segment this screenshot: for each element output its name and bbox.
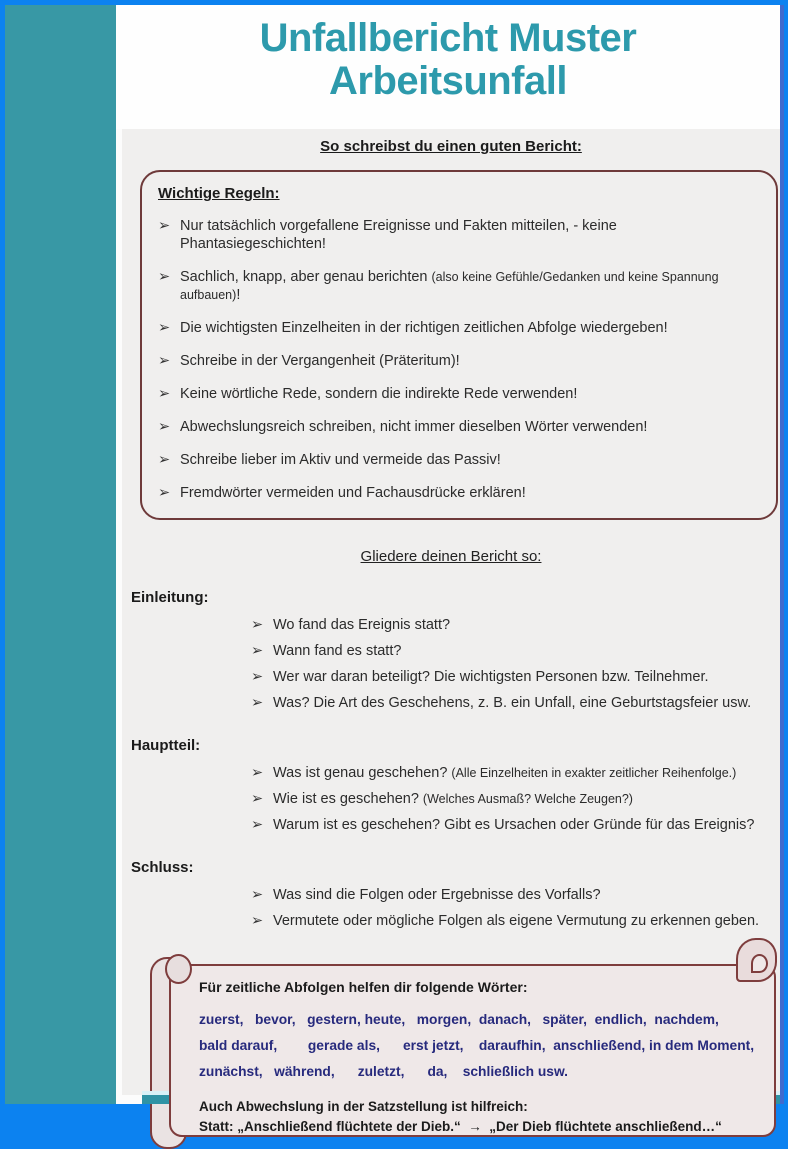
report-section — [122, 589, 780, 713]
title-block — [116, 5, 780, 129]
bullet-text: Die wichtigsten Einzelheiten in der richtigen zeitlichen Abfolge wiedergeben! — [180, 320, 668, 336]
bullet-note: (also keine Gefühle/Gedanken und keine Spannung aufbauen) — [180, 270, 719, 302]
report-section — [122, 737, 780, 835]
worksheet-content — [122, 129, 780, 1134]
bullet-text: Abwechslungsreich schreiben, nicht immer dieselben Wörter verwenden! — [180, 419, 648, 435]
section-items — [251, 764, 780, 835]
worksheet-page — [116, 5, 784, 1134]
section-label: Schluss: — [131, 859, 194, 876]
bullet-text: Wer war daran beteiligt? Die wichtigsten Personen bzw. Teilnehmer. — [273, 669, 709, 685]
arrow-bullet-icon: ➢ — [158, 353, 171, 369]
bullet-text: Wie ist es geschehen? (Welches Ausmaß? Welche Zeugen?) — [273, 791, 633, 807]
arrow-bullet-icon: ➢ — [158, 218, 171, 234]
bullet-text: Wo fand das Ereignis statt? — [273, 617, 451, 633]
page-title — [116, 17, 780, 103]
bullet-item — [158, 451, 766, 469]
arrow-bullet-icon: ➢ — [158, 320, 171, 336]
arrow-bullet-icon: ➢ — [251, 887, 264, 903]
rules-list — [158, 217, 766, 502]
intro-heading: So schreibst du einen guten Bericht: — [320, 138, 582, 155]
scroll-body — [169, 964, 776, 1137]
page-title-line1: Unfallbericht Muster — [259, 16, 637, 60]
bullet-item — [158, 268, 766, 304]
scroll-right-curl-inner — [751, 954, 768, 973]
bullet-item — [251, 886, 780, 905]
left-accent-bar — [5, 5, 116, 1104]
bullet-item — [251, 694, 780, 713]
bullet-text: Schreibe lieber im Aktiv und vermeide das Passiv! — [180, 452, 501, 468]
bullet-item — [158, 484, 766, 502]
arrow-bullet-icon: ➢ — [158, 269, 171, 285]
page-title-line2: Arbeitsunfall — [329, 59, 567, 104]
bullet-item — [158, 385, 766, 403]
bullet-text: Vermutete oder mögliche Folgen als eigene Vermutung zu erkennen geben. — [273, 913, 760, 929]
arrow-bullet-icon: ➢ — [251, 643, 264, 659]
section-items — [251, 886, 780, 931]
rules-box — [140, 170, 778, 520]
arrow-bullet-icon: ➢ — [251, 765, 264, 781]
report-section — [122, 859, 780, 931]
structure-heading: Gliedere deinen Bericht so: — [360, 548, 542, 565]
section-label: Einleitung: — [131, 589, 209, 606]
time-words-line: bald darauf, gerade als, erst jetzt, daraufhin, anschließend, in dem Moment, — [199, 1038, 755, 1053]
tip-heading: Auch Abwechslung in der Satzstellung ist hilfreich: — [199, 1099, 528, 1114]
bullet-text: Wann fand es statt? — [273, 643, 402, 659]
bullet-item — [158, 418, 766, 436]
scroll-right-curl-icon — [736, 938, 777, 982]
scroll-banner — [150, 947, 776, 1145]
report-structure-sections — [122, 589, 780, 931]
bullet-text: Keine wörtliche Rede, sondern die indirekte Rede verwenden! — [180, 386, 578, 402]
arrow-bullet-icon: ➢ — [158, 386, 171, 402]
bullet-text: Fremdwörter vermeiden und Fachausdrücke erklären! — [180, 485, 526, 501]
bullet-item — [158, 217, 766, 253]
section-items — [251, 616, 780, 713]
bullet-text: Was ist genau geschehen? (Alle Einzelheiten in exakter zeitlicher Reihenfolge.) — [273, 765, 737, 781]
scroll-heading: Für zeitliche Abfolgen helfen dir folgende Wörter: — [199, 979, 528, 995]
arrow-bullet-icon: ➢ — [251, 817, 264, 833]
bullet-item — [158, 319, 766, 337]
bullet-text: Was sind die Folgen oder Ergebnisse des Vorfalls? — [273, 887, 601, 903]
bullet-text: Was? Die Art des Geschehens, z. B. ein Unfall, eine Geburtstagsfeier usw. — [273, 695, 752, 711]
arrow-bullet-icon: ➢ — [251, 695, 264, 711]
rules-heading: Wichtige Regeln: — [158, 185, 280, 202]
arrow-bullet-icon: ➢ — [158, 419, 171, 435]
time-words-line: zuerst, bevor, gestern, heute, morgen, danach, später, endlich, nachdem, — [199, 1012, 719, 1027]
bullet-item — [251, 616, 780, 635]
bullet-item — [251, 912, 780, 931]
bullet-item — [251, 764, 780, 783]
bullet-item — [158, 352, 766, 370]
bullet-item — [251, 790, 780, 809]
scroll-left-curl-icon — [165, 954, 192, 984]
arrow-bullet-icon: ➢ — [251, 669, 264, 685]
bullet-text: Warum ist es geschehen? Gibt es Ursachen oder Gründe für das Ereignis? — [273, 817, 755, 833]
arrow-bullet-icon: ➢ — [251, 913, 264, 929]
section-label: Hauptteil: — [131, 737, 201, 754]
worksheet-frame — [5, 5, 784, 1134]
bullet-item — [251, 642, 780, 661]
bullet-text: Nur tatsächlich vorgefallene Ereignisse und Fakten mitteilen, - keine Phantasiegeschichten! — [180, 218, 617, 252]
time-words-line: zunächst, während, zuletzt, da, schließlich usw. — [199, 1064, 569, 1079]
arrow-bullet-icon: ➢ — [158, 485, 171, 501]
bullet-note: (Alle Einzelheiten in exakter zeitlicher Reihenfolge.) — [451, 766, 737, 780]
arrow-bullet-icon: ➢ — [158, 452, 171, 468]
bullet-text: Sachlich, knapp, aber genau berichten (also keine Gefühle/Gedanken und keine Spannung aufbauen)! — [180, 269, 719, 303]
arrow-bullet-icon: ➢ — [251, 791, 264, 807]
arrow-bullet-icon: ➢ — [251, 617, 264, 633]
time-words-list — [199, 1007, 766, 1085]
bullet-item — [251, 668, 780, 687]
tip-example: Statt: „Anschließend flüchtete der Dieb.“ → „Der Dieb flüchtete anschließend…“ — [199, 1119, 722, 1134]
bullet-text: Schreibe in der Vergangenheit (Präteritum)! — [180, 353, 460, 369]
bullet-note: (Welches Ausmaß? Welche Zeugen?) — [422, 792, 633, 806]
bullet-item — [251, 816, 780, 835]
